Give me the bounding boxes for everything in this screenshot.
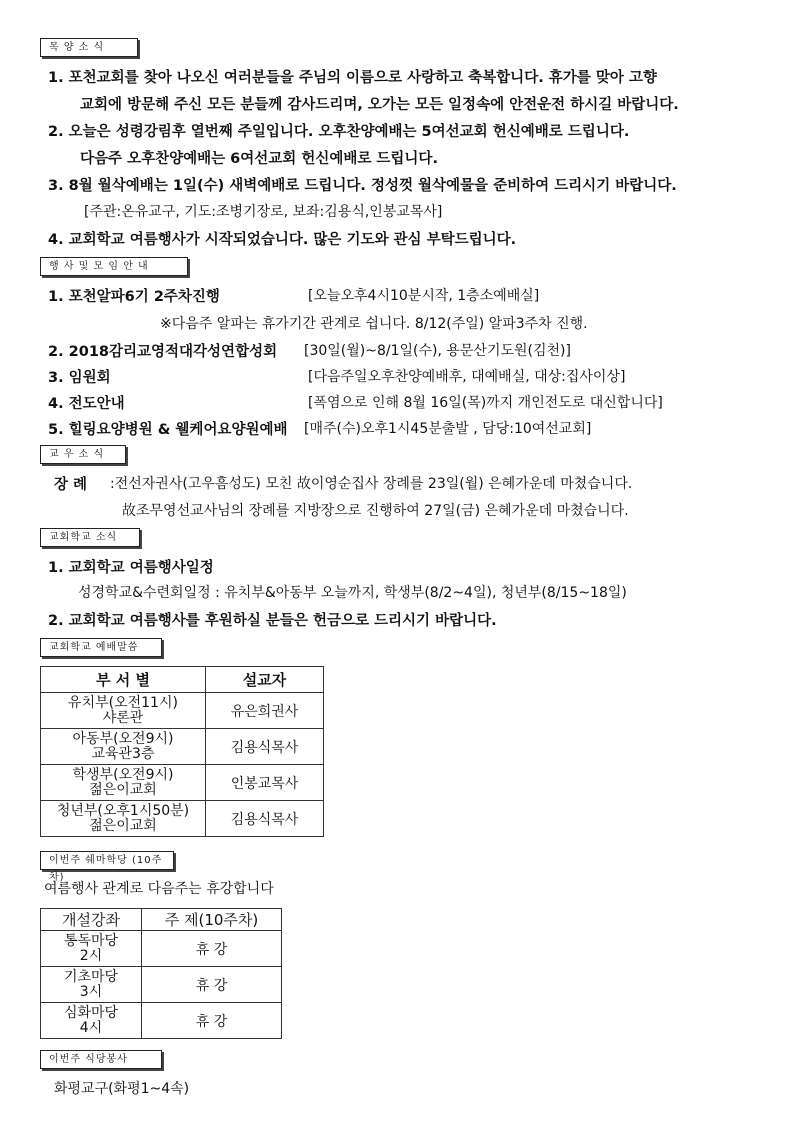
table-row — [41, 693, 324, 729]
pastoral-line-3b: [주관:온유교구, 기도:조병기장로, 보좌:김용식,인봉교목사] — [84, 204, 443, 220]
table-row — [41, 931, 282, 967]
preacher: 인봉교목사 — [206, 765, 324, 801]
shema-header-course: 개설강좌 — [41, 909, 142, 931]
course-time: 3시 — [79, 983, 103, 1000]
pastoral-line-1b: 교회에 방문해 주신 모든 분들께 감사드리며, 오가는 모든 일정속에 안전운전 하시길 바랍니다. — [80, 97, 679, 113]
preacher: 유은희권사 — [206, 693, 324, 729]
event-1-note: ※다음주 알파는 휴가기간 관계로 쉽니다. 8/12(주일) 알파3주차 진행. — [160, 316, 588, 332]
table-row — [41, 1003, 282, 1039]
table-row — [41, 967, 282, 1003]
event-5: 5. 힐링요양병원 & 웰케어요양원예배 — [48, 422, 288, 438]
course-time: 4시 — [79, 1019, 103, 1036]
sermon-header-preacher: 설교자 — [206, 667, 324, 693]
shema-table — [40, 908, 282, 1039]
event-5-detail: [매주(수)오후1시45분출발 , 담당:10여선교회] — [304, 421, 592, 437]
event-3: 3. 임원회 — [48, 370, 111, 386]
event-2-detail: [30일(월)~8/1일(수), 용문산기도원(김천)] — [304, 343, 571, 359]
pastoral-line-3: 3. 8월 월삭예배는 1일(수) 새벽예배로 드립니다. 정성껏 월삭예물을 준비하여 드리시기 바랍니다. — [48, 178, 677, 194]
shema-header-topic: 주 제(10주차) — [142, 909, 282, 931]
pastoral-line-1: 1. 포천교회를 찾아 나오신 여러분들을 주님의 이름으로 사랑하고 축복합니다. 휴가를 맞아 고향 — [48, 70, 657, 86]
table-row — [41, 765, 324, 801]
event-4-detail: [폭염으로 인해 8월 16일(목)까지 개인전도로 대신합니다] — [308, 395, 663, 411]
event-1-detail: [오늘오후4시10분시작, 1층소예배실] — [308, 288, 540, 304]
section-tag-sermon: 교회학교 예배말씀 — [40, 638, 162, 657]
funeral-line-1: :전선자권사(고우흠성도) 모친 故이영순집사 장례를 23일(월) 은혜가운데 마쳤습니다. — [110, 476, 633, 492]
course-topic: 휴 강 — [142, 931, 282, 967]
pastoral-line-2b: 다음주 오후찬양예배는 6여선교회 헌신예배로 드립니다. — [80, 151, 438, 167]
section-tag-members: 교 우 소 식 — [40, 445, 126, 464]
course-name: 통독마당 — [63, 932, 119, 949]
sermon-table — [40, 666, 324, 837]
event-4: 4. 전도안내 — [48, 396, 125, 412]
section-tag-events: 행 사 및 모 임 안 내 — [40, 257, 188, 276]
table-row — [41, 729, 324, 765]
table-row — [41, 801, 324, 837]
course-topic: 휴 강 — [142, 967, 282, 1003]
dept-place: 샤론관 — [102, 709, 144, 726]
dept-place: 교육관3층 — [91, 745, 155, 762]
kitchen-duty: 화평교구(화평1~4속) — [54, 1081, 190, 1097]
dept-time: 학생부(오전9시) — [72, 766, 174, 783]
funeral-line-2: 故조무영선교사님의 장례를 지방장으로 진행하여 27일(금) 은혜가운데 마쳤습니다. — [122, 503, 629, 519]
event-1: 1. 포천알파6기 2주차진행 — [48, 289, 220, 305]
sermon-header-dept: 부 서 별 — [41, 667, 206, 693]
section-tag-pastoral: 목 양 소 식 — [40, 38, 138, 57]
dept-time: 유치부(오전11시) — [68, 694, 178, 711]
dept-place: 젊은이교회 — [89, 817, 157, 834]
school-line-1: 1. 교회학교 여름행사일정 — [48, 560, 214, 576]
course-name: 심화마당 — [63, 1004, 119, 1021]
pastoral-line-2: 2. 오늘은 성령강림후 열번째 주일입니다. 오후찬양예배는 5여선교회 헌신예배로 드립니다. — [48, 124, 630, 140]
preacher: 김용식목사 — [206, 729, 324, 765]
school-line-2: 2. 교회학교 여름행사를 후원하실 분들은 헌금으로 드리시기 바랍니다. — [48, 613, 497, 629]
course-topic: 휴 강 — [142, 1003, 282, 1039]
event-2: 2. 2018감리교영적대각성연합성회 — [48, 344, 278, 360]
pastoral-line-4: 4. 교회학교 여름행사가 시작되었습니다. 많은 기도와 관심 부탁드립니다. — [48, 232, 517, 248]
event-3-detail: [다음주일오후찬양예배후, 대예배실, 대상:집사이상] — [308, 369, 626, 385]
section-tag-kitchen: 이번주 식당봉사 — [40, 1050, 162, 1069]
shema-note: 여름행사 관계로 다음주는 휴강합니다 — [44, 881, 274, 897]
section-tag-shema: 이번주 쉐마학당 (10주차) — [40, 851, 174, 870]
school-line-1b: 성경학교&수련회일정 : 유치부&아동부 오늘까지, 학생부(8/2~4일), 청년부(8/15~18일) — [78, 585, 627, 601]
funeral-label: 장 례 — [54, 477, 88, 493]
dept-time: 청년부(오후1시50분) — [56, 802, 190, 819]
course-name: 기초마당 — [63, 968, 119, 985]
preacher: 김용식목사 — [206, 801, 324, 837]
section-tag-school: 교회학교 소식 — [40, 528, 140, 547]
dept-time: 아동부(오전9시) — [72, 730, 174, 747]
dept-place: 젊은이교회 — [89, 781, 157, 798]
course-time: 2시 — [79, 947, 103, 964]
